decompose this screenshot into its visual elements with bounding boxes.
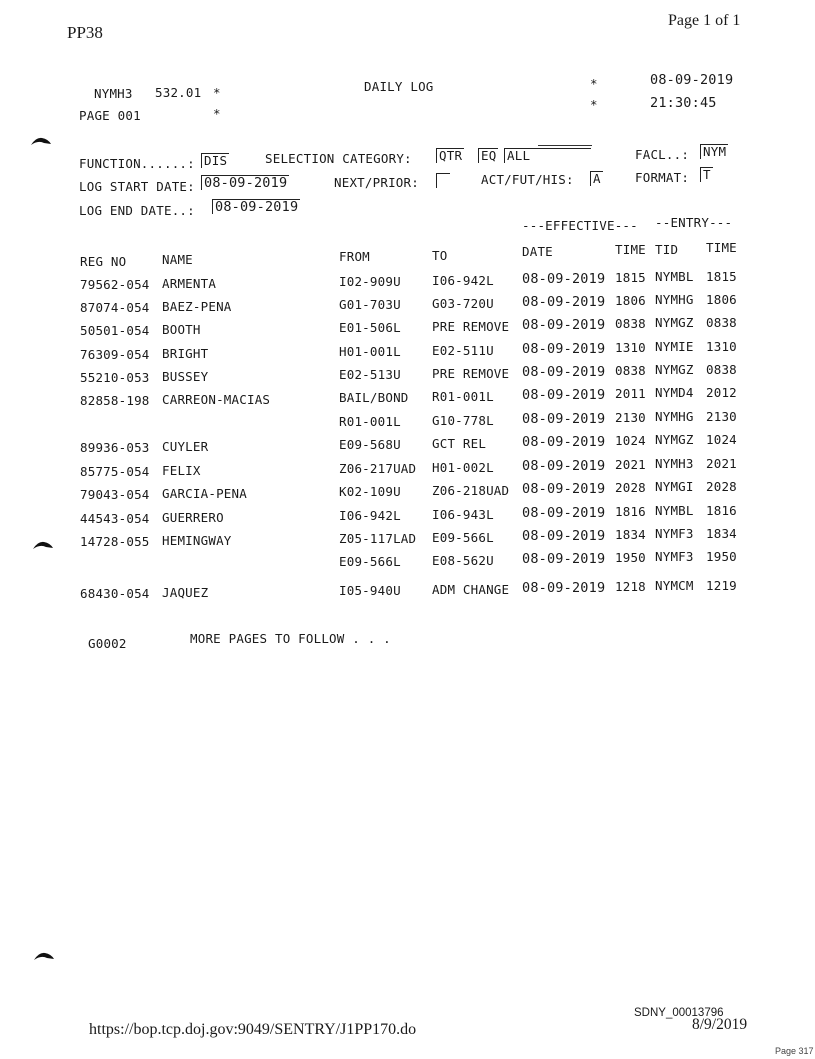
log-end-label: LOG END DATE..: bbox=[79, 203, 195, 218]
effective-group-header: ---EFFECTIVE--- bbox=[522, 218, 638, 233]
cell-etime: 1310 bbox=[706, 339, 737, 354]
cell-time: 0838 bbox=[615, 316, 646, 331]
cell-reg: 82858-198 bbox=[80, 393, 150, 408]
print-date: 8/9/2019 bbox=[692, 1016, 748, 1033]
scan-mark-icon bbox=[32, 540, 54, 550]
cell-time: 1024 bbox=[615, 433, 646, 448]
cell-tid: NYMD4 bbox=[655, 385, 694, 400]
cell-reg: 14728-055 bbox=[80, 534, 150, 549]
cell-to: ADM CHANGE bbox=[432, 582, 510, 597]
cell-from: K02-109U bbox=[339, 484, 401, 499]
selection-qtr-field[interactable]: QTR bbox=[436, 148, 464, 163]
facl-field[interactable]: NYM bbox=[700, 144, 728, 159]
cell-tid: NYMGZ bbox=[655, 362, 694, 377]
cell-from: I06-942L bbox=[339, 508, 401, 523]
report-date: 08-09-2019 bbox=[650, 72, 734, 88]
cell-from: BAIL/BOND bbox=[339, 390, 409, 405]
cell-from: I05-940U bbox=[339, 583, 401, 598]
cell-etime: 1950 bbox=[706, 549, 737, 564]
cell-name: GUERRERO bbox=[162, 510, 224, 525]
column-header-name: NAME bbox=[162, 252, 193, 267]
selection-underline bbox=[538, 145, 592, 146]
cell-reg: 50501-054 bbox=[80, 323, 150, 338]
cell-to: G03-720U bbox=[432, 296, 494, 311]
cell-name: HEMINGWAY bbox=[162, 533, 232, 548]
cell-to: Z06-218UAD bbox=[432, 483, 510, 498]
cell-etime: 2028 bbox=[706, 479, 737, 494]
cell-to: I06-943L bbox=[432, 507, 494, 522]
cell-etime: 1834 bbox=[706, 526, 737, 541]
selection-eq-field[interactable]: EQ bbox=[478, 148, 498, 163]
act-fut-his-field[interactable]: A bbox=[590, 171, 603, 186]
cell-date: 08-09-2019 bbox=[522, 580, 606, 596]
bates-number: SDNY_00013796 bbox=[634, 1007, 724, 1019]
cell-date: 08-09-2019 bbox=[522, 271, 606, 287]
cell-tid: NYMBL bbox=[655, 503, 694, 518]
cell-reg: 79562-054 bbox=[80, 277, 150, 292]
cell-name: CUYLER bbox=[162, 439, 209, 454]
header-star: * bbox=[590, 97, 598, 112]
cell-from: Z05-117LAD bbox=[339, 531, 417, 546]
cell-time: 1310 bbox=[615, 340, 646, 355]
report-time: 21:30:45 bbox=[650, 95, 717, 111]
cell-time: 1834 bbox=[615, 527, 646, 542]
cell-tid: NYMF3 bbox=[655, 549, 694, 564]
report-title: DAILY LOG bbox=[364, 79, 434, 94]
cell-etime: 1024 bbox=[706, 432, 737, 447]
cell-tid: NYMGZ bbox=[655, 315, 694, 330]
cell-etime: 2130 bbox=[706, 409, 737, 424]
cell-etime: 0838 bbox=[706, 315, 737, 330]
cell-to: E09-566L bbox=[432, 530, 494, 545]
cell-time: 2028 bbox=[615, 480, 646, 495]
act-fut-his-label: ACT/FUT/HIS: bbox=[481, 172, 574, 187]
cell-from: G01-703U bbox=[339, 297, 401, 312]
cell-etime: 1815 bbox=[706, 269, 737, 284]
cell-date: 08-09-2019 bbox=[522, 458, 606, 474]
scan-mark-icon bbox=[30, 136, 52, 146]
cell-time: 1816 bbox=[615, 504, 646, 519]
header-star: * bbox=[590, 76, 598, 91]
cell-date: 08-09-2019 bbox=[522, 294, 606, 310]
cell-date: 08-09-2019 bbox=[522, 364, 606, 380]
cell-time: 0838 bbox=[615, 363, 646, 378]
cell-tid: NYMH3 bbox=[655, 456, 694, 471]
program-number: 532.01 bbox=[155, 85, 202, 100]
cell-from: E02-513U bbox=[339, 367, 401, 382]
cell-etime: 1816 bbox=[706, 503, 737, 518]
cell-date: 08-09-2019 bbox=[522, 551, 606, 567]
cell-to: G10-778L bbox=[432, 413, 494, 428]
cell-name: BUSSEY bbox=[162, 369, 209, 384]
cell-time: 1806 bbox=[615, 293, 646, 308]
cell-tid: NYMGI bbox=[655, 479, 694, 494]
cell-reg: 76309-054 bbox=[80, 347, 150, 362]
cell-etime: 1806 bbox=[706, 292, 737, 307]
cell-to: H01-002L bbox=[432, 460, 494, 475]
column-header-from: FROM bbox=[339, 249, 370, 264]
log-end-field[interactable]: 08-09-2019 bbox=[212, 199, 300, 214]
next-prior-label: NEXT/PRIOR: bbox=[334, 175, 419, 190]
cell-to: E02-511U bbox=[432, 343, 494, 358]
column-header-tid: TID bbox=[655, 242, 679, 257]
cell-reg: 85775-054 bbox=[80, 464, 150, 479]
cell-time: 1950 bbox=[615, 550, 646, 565]
column-header-to: TO bbox=[432, 248, 448, 263]
selection-category-label: SELECTION CATEGORY: bbox=[265, 151, 412, 166]
cell-to: I06-942L bbox=[432, 273, 494, 288]
cell-tid: NYMCM bbox=[655, 578, 694, 593]
cell-date: 08-09-2019 bbox=[522, 341, 606, 357]
cell-from: R01-001L bbox=[339, 414, 401, 429]
page-code: PP38 bbox=[67, 23, 103, 42]
cell-reg: 55210-053 bbox=[80, 370, 150, 385]
cell-date: 08-09-2019 bbox=[522, 434, 606, 450]
header-star: * bbox=[213, 106, 221, 121]
cell-time: 2011 bbox=[615, 386, 646, 401]
cell-date: 08-09-2019 bbox=[522, 528, 606, 544]
page-number: Page 317 bbox=[775, 1046, 814, 1056]
cell-time: 2130 bbox=[615, 410, 646, 425]
cell-name: BOOTH bbox=[162, 322, 201, 337]
cell-tid: NYMHG bbox=[655, 292, 694, 307]
cell-time: 1218 bbox=[615, 579, 646, 594]
cell-tid: NYMGZ bbox=[655, 432, 694, 447]
cell-from: E09-566L bbox=[339, 554, 401, 569]
footer-code: G0002 bbox=[88, 636, 127, 651]
cell-name: BRIGHT bbox=[162, 346, 209, 361]
cell-to: GCT REL bbox=[432, 436, 487, 451]
cell-etime: 2012 bbox=[706, 385, 737, 400]
cell-tid: NYMBL bbox=[655, 269, 694, 284]
cell-tid: NYMIE bbox=[655, 339, 694, 354]
cell-etime: 1219 bbox=[706, 578, 737, 593]
cell-reg: 89936-053 bbox=[80, 440, 150, 455]
cell-to: R01-001L bbox=[432, 389, 494, 404]
source-url: https://bop.tcp.doj.gov:9049/SENTRY/J1PP170.do bbox=[89, 1021, 417, 1038]
cell-reg: 87074-054 bbox=[80, 300, 150, 315]
cell-date: 08-09-2019 bbox=[522, 411, 606, 427]
cell-name: FELIX bbox=[162, 463, 201, 478]
header-star: * bbox=[213, 85, 221, 100]
cell-name: ARMENTA bbox=[162, 276, 217, 291]
column-header-time: TIME bbox=[615, 242, 646, 257]
cell-etime: 0838 bbox=[706, 362, 737, 377]
page-of-label: Page 1 of 1 bbox=[668, 12, 741, 29]
cell-to: PRE REMOVE bbox=[432, 319, 510, 334]
column-header-date: DATE bbox=[522, 244, 553, 259]
cell-name: JAQUEZ bbox=[162, 585, 209, 600]
cell-to: E08-562U bbox=[432, 553, 494, 568]
cell-reg: 44543-054 bbox=[80, 511, 150, 526]
cell-date: 08-09-2019 bbox=[522, 387, 606, 403]
cell-name: BAEZ-PENA bbox=[162, 299, 232, 314]
cell-etime: 2021 bbox=[706, 456, 737, 471]
function-label: FUNCTION......: bbox=[79, 156, 195, 171]
system-id: NYMH3 bbox=[94, 86, 133, 101]
cell-to: PRE REMOVE bbox=[432, 366, 510, 381]
facl-label: FACL..: bbox=[635, 147, 690, 162]
cell-from: I02-909U bbox=[339, 274, 401, 289]
cell-name: CARREON-MACIAS bbox=[162, 392, 271, 407]
cell-name: GARCIA-PENA bbox=[162, 486, 247, 501]
more-pages-text: MORE PAGES TO FOLLOW . . . bbox=[190, 631, 391, 646]
cell-time: 1815 bbox=[615, 270, 646, 285]
log-start-field[interactable]: 08-09-2019 bbox=[201, 175, 289, 190]
cell-tid: NYMF3 bbox=[655, 526, 694, 541]
log-start-label: LOG START DATE: bbox=[79, 179, 195, 194]
column-header-entry-time: TIME bbox=[706, 240, 737, 255]
cell-time: 2021 bbox=[615, 457, 646, 472]
column-header-reg-no: REG NO bbox=[80, 254, 127, 269]
cell-from: H01-001L bbox=[339, 344, 401, 359]
function-field[interactable]: DIS bbox=[201, 153, 229, 168]
cell-reg: 68430-054 bbox=[80, 586, 150, 601]
selection-all-field[interactable]: ALL bbox=[504, 148, 591, 163]
next-prior-field[interactable] bbox=[436, 173, 450, 188]
scan-mark-icon bbox=[33, 951, 55, 961]
cell-reg: 79043-054 bbox=[80, 487, 150, 502]
cell-tid: NYMHG bbox=[655, 409, 694, 424]
cell-from: E01-506L bbox=[339, 320, 401, 335]
cell-date: 08-09-2019 bbox=[522, 481, 606, 497]
cell-from: Z06-217UAD bbox=[339, 461, 417, 476]
format-field[interactable]: T bbox=[700, 167, 713, 182]
cell-date: 08-09-2019 bbox=[522, 317, 606, 333]
page-number-label: PAGE 001 bbox=[79, 108, 141, 123]
cell-from: E09-568U bbox=[339, 437, 401, 452]
format-label: FORMAT: bbox=[635, 170, 690, 185]
entry-group-header: --ENTRY--- bbox=[655, 215, 733, 230]
cell-date: 08-09-2019 bbox=[522, 505, 606, 521]
